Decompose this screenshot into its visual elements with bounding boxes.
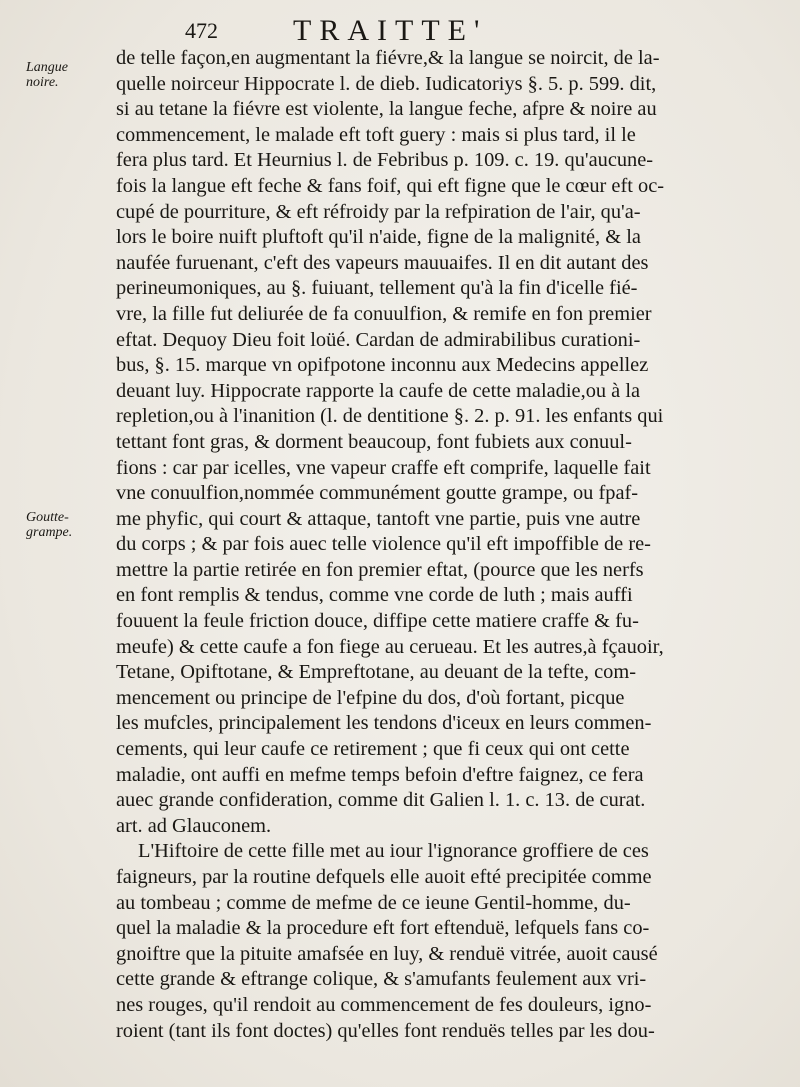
text-line: L'Hiftoire de cette fille met au iour l'ignorance groffiere de ces xyxy=(138,840,649,863)
text-line: fouuent la feule friction douce, diffipe cette matiere craffe & fu- xyxy=(116,610,639,633)
running-title: TRAITTE' xyxy=(293,14,488,47)
text-line: quelle noirceur Hippocrate l. de dieb. Iudicatoriys §. 5. p. 599. dit, xyxy=(116,72,657,95)
text-line: mencement ou principe de l'efpine du dos, d'où fortant, picque xyxy=(116,686,625,709)
text-line: fera plus tard. Et Heurnius l. de Febribus p. 109. c. 19. qu'aucune- xyxy=(116,149,654,172)
text-line: art. ad Glauconem. xyxy=(116,814,272,837)
margin-note-langue-noire xyxy=(26,60,68,90)
text-line: mettre la partie retirée en fon premier eftat, (pource que les nerfs xyxy=(116,558,644,581)
text-line: vne conuulfion,nommée communément goutte grampe, ou fpaf- xyxy=(116,482,639,505)
body-text xyxy=(116,46,766,1044)
text-line: eftat. Dequoy Dieu foit loüé. Cardan de admirabilibus curationi- xyxy=(116,328,641,351)
text-line: cements, qui leur caufe ce retirement ; que fi ceux qui ont cette xyxy=(116,738,630,761)
text-line: les mufcles, principalement les tendons d'iceux en leurs commen- xyxy=(116,712,652,735)
text-line: commencement, le malade eft toft guery : mais si plus tard, il le xyxy=(116,123,636,146)
text-line: maladie, ont auffi en mefme temps befoin d'eftre faignez, ce fera xyxy=(116,763,644,786)
text-line: perineumoniques, au §. fuiuant, tellement qu'à la fin d'icelle fié- xyxy=(116,277,638,300)
page-header xyxy=(185,14,725,50)
text-line: naufée furuenant, c'eft des vapeurs mauuaifes. Il en dit autant des xyxy=(116,251,649,274)
margin-note-goutte-grampe xyxy=(26,510,72,540)
text-line: quel la maladie & la procedure eft fort eftenduë, lefquels fans co- xyxy=(116,917,650,940)
text-line: auec grande confideration, comme dit Galien l. 1. c. 13. de curat. xyxy=(116,789,646,812)
margin-note-line: grampe. xyxy=(26,525,73,540)
margin-note-line: Goutte- xyxy=(26,510,69,525)
margin-note-line: Langue xyxy=(26,60,68,75)
text-line: nes rouges, qu'il rendoit au commencement de fes douleurs, igno- xyxy=(116,993,652,1016)
text-line: si au tetane la fiévre est violente, la langue feche, afpre & noire au xyxy=(116,98,657,121)
page-number: 472 xyxy=(185,18,218,43)
text-line: vre, la fille fut deliurée de fa conuulfion, & remife en fon premier xyxy=(116,302,652,325)
margin-note-line: noire. xyxy=(26,75,59,90)
text-line: cette grande & eftrange colique, & s'amufants feulement aux vri- xyxy=(116,968,647,991)
text-line: fions : car par icelles, vne vapeur craffe eft comprife, laquelle fait xyxy=(116,456,651,479)
text-line: cupé de pourriture, & eft réfroidy par la refpiration de l'air, qu'a- xyxy=(116,200,641,223)
text-line: gnoiftre que la pituite amafsée en luy, & renduë vitrée, auoit causé xyxy=(116,942,658,965)
text-line: fois la langue eft feche & fans foif, qui eft figne que le cœur eft oc- xyxy=(116,174,665,197)
text-line: du corps ; & par fois auec telle violence qu'il eft impoffible de re- xyxy=(116,533,651,556)
text-line: meufe) & cette caufe a fon fiege au cerueau. Et les autres,à fçauoir, xyxy=(116,635,664,658)
text-line: tettant font gras, & dorment beaucoup, font fubiets aux conuul- xyxy=(116,430,632,453)
text-line: en font remplis & tendus, comme vne corde de luth ; mais auffi xyxy=(116,584,633,607)
text-line: de telle façon,en augmentant la fiévre,& la langue se noircit, de la- xyxy=(116,47,660,69)
text-line: roient (tant ils font doctes) qu'elles font renduës telles par les dou- xyxy=(116,1019,655,1042)
text-line: deuant luy. Hippocrate rapporte la caufe de cette maladie,ou à la xyxy=(116,379,641,402)
text-line: me phyfic, qui court & attaque, tantoft vne partie, puis vne autre xyxy=(116,507,641,530)
text-line: repletion,ou à l'inanition (l. de dentitione §. 2. p. 91. les enfants qui xyxy=(116,405,664,428)
text-line: Tetane, Opiftotane, & Empreftotane, au deuant de la tefte, com- xyxy=(116,661,637,684)
text-line: bus, §. 15. marque vn opifpotone inconnu aux Medecins appellez xyxy=(116,354,649,377)
text-line: faigneurs, par la routine defquels elle auoit efté precipitée comme xyxy=(116,866,652,888)
text-line: au tombeau ; comme de mefme de ce ieune Gentil-homme, du- xyxy=(116,891,631,914)
text-line: lors le boire nuift pluftoft qu'il n'aide, figne de la malignité, & la xyxy=(116,226,641,249)
